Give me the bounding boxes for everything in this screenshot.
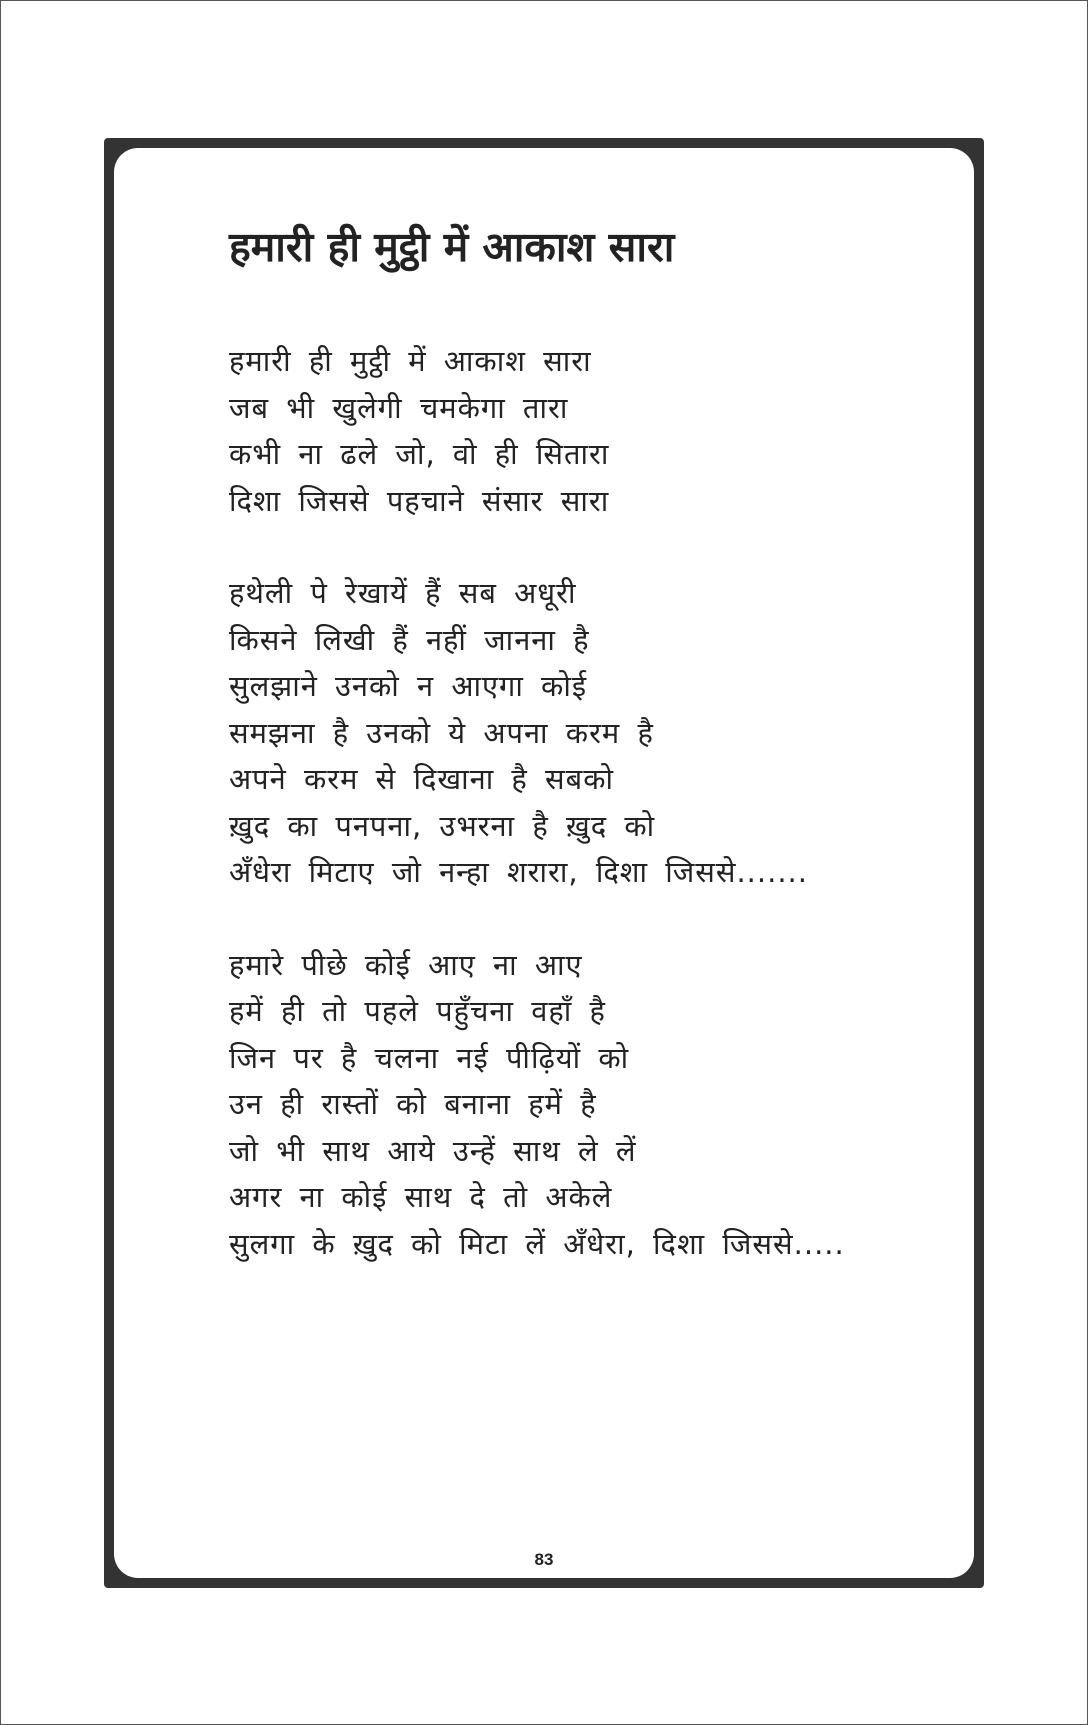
poem-line: हथेली पे रेखायें हैं सब अधूरी xyxy=(229,576,577,610)
poem-line: किसने लिखी हैं नहीं जानना है xyxy=(229,622,590,657)
poem-line: अगर ना कोई साथ दे तो अकेले xyxy=(229,1180,613,1214)
poem-line: सुलगा के ख़ुद को मिटा लें अँधेरा, दिशा जिससे..... xyxy=(229,1226,845,1261)
poem-line: उन ही रास्तों को बनाना हमें है xyxy=(229,1087,597,1121)
poem-title: हमारी ही मुट्ठी में आकाश सारा xyxy=(229,223,675,271)
poem-line: सुलझाने उनको न आएगा कोई xyxy=(229,669,588,703)
stanza-3 xyxy=(229,942,949,1268)
poem-line: अपने करम से दिखाना है सबको xyxy=(229,762,614,796)
page-number: 83 xyxy=(534,1550,554,1569)
poem-body xyxy=(229,338,949,1313)
poem-line: हमारी ही मुट्ठी में आकाश सारा xyxy=(229,344,592,378)
poem-line: हमारे पीछे कोई आए ना आए xyxy=(229,947,583,982)
poem-line: कभी ना ढले जो, वो ही सितारा xyxy=(229,437,610,471)
poem-line: जो भी साथ आये उन्हें साथ ले लें xyxy=(229,1133,637,1168)
poem-line: ख़ुद का पनपना, उभरना है ख़ुद को xyxy=(229,808,656,843)
poem-line: अँधेरा मिटाए जो नन्हा शरारा, दिशा जिससे....... xyxy=(229,855,808,889)
poem-line: समझना है उनको ये अपना करम है xyxy=(229,715,654,750)
stanza-1 xyxy=(229,338,949,524)
poem-line: जिन पर है चलना नई पीढ़ियों को xyxy=(229,1040,630,1075)
page-border-frame xyxy=(104,138,984,1588)
poem-line: जब भी खुलेगी चमकेगा तारा xyxy=(229,390,569,425)
content-panel xyxy=(114,148,974,1578)
poem-line: हमें ही तो पहले पहुँचना वहाँ है xyxy=(229,994,606,1028)
poem-line: दिशा जिससे पहचाने संसार सारा xyxy=(229,483,610,518)
stanza-2 xyxy=(229,570,949,896)
